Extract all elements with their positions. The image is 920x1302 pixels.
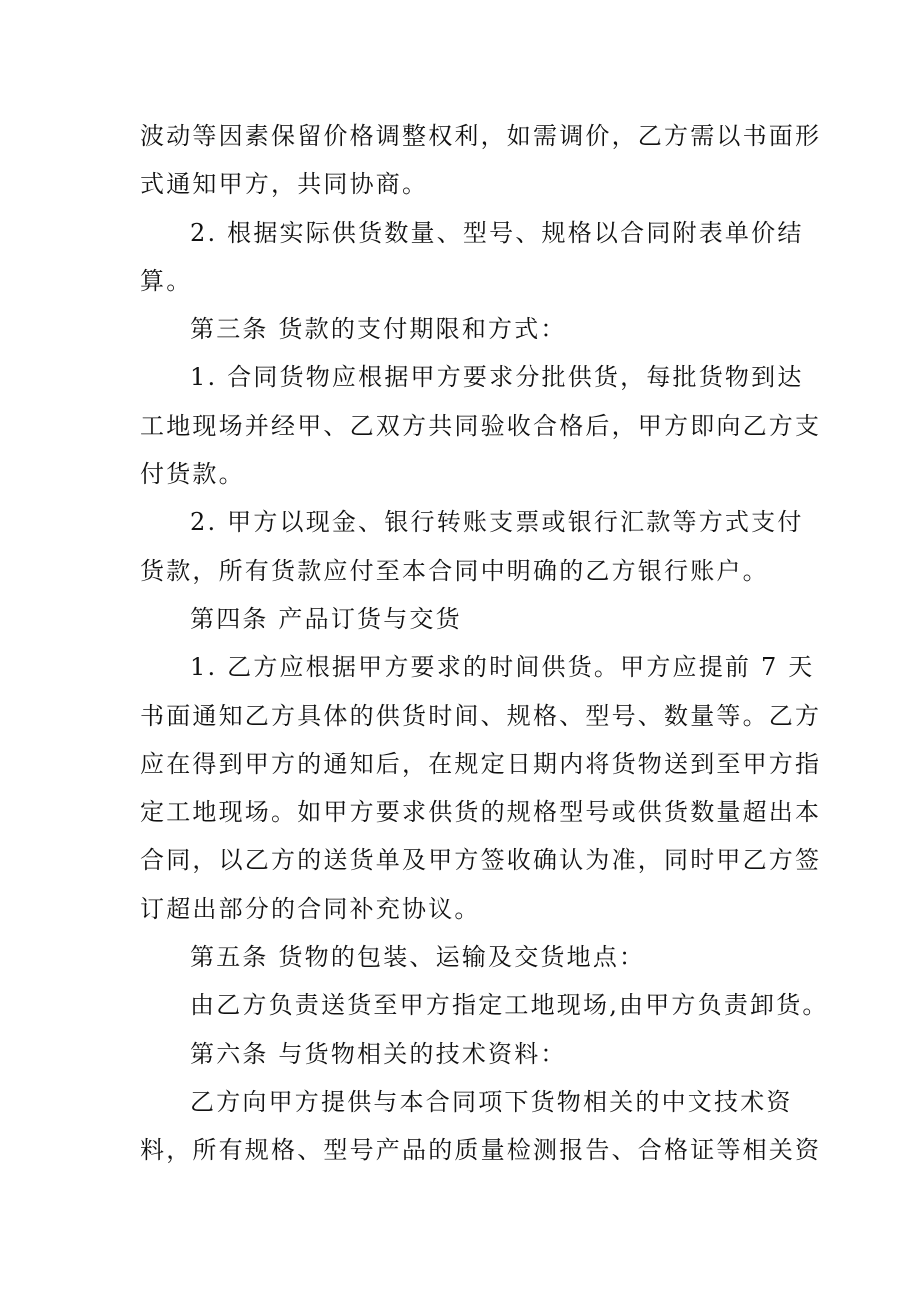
text-line: 2. 甲方以现金、银行转账支票或银行汇款等方式支付: [190, 508, 804, 537]
text-line: 1. 合同货物应根据甲方要求分批供货，每批货物到达: [190, 363, 804, 392]
paragraph-delivery-location: [140, 981, 829, 1029]
section-heading: 第五条 货物的包装、运输及交货地点：: [190, 943, 646, 972]
text-line: 1. 乙方应根据甲方要求的时间供货。甲方应提前 7 天: [190, 653, 815, 682]
text-line: 工地现场并经甲、乙双方共同验收合格后，甲方即向乙方支: [140, 411, 822, 440]
section-heading: 第六条 与货物相关的技术资料：: [190, 1039, 567, 1068]
paragraph-settlement: [140, 209, 804, 306]
text-line: 由乙方负责送货至甲方指定工地现场,由甲方负责卸货。: [190, 991, 829, 1020]
paragraph-technical-docs: [140, 1078, 822, 1175]
article-4-heading: [140, 595, 785, 643]
paragraph-price-adjustment: [140, 112, 822, 209]
paragraph-payment-batches: [140, 353, 822, 498]
text-line: 乙方向甲方提供与本合同项下货物相关的中文技术资: [190, 1087, 793, 1116]
article-3-heading: [140, 305, 785, 353]
text-line: 订超出部分的合同补充协议。: [140, 894, 481, 923]
article-5-heading: [140, 933, 785, 981]
document-body: [140, 112, 829, 1175]
text-line: 应在得到甲方的通知后，在规定日期内将货物送到至甲方指: [140, 749, 822, 778]
article-6-heading: [140, 1030, 785, 1078]
text-line: 付货款。: [140, 460, 245, 489]
section-heading: 第四条 产品订货与交货: [190, 604, 462, 633]
text-line: 合同，以乙方的送货单及甲方签收确认为准，同时甲乙方签: [140, 846, 822, 875]
text-line: 书面通知乙方具体的供货时间、规格、型号、数量等。乙方: [140, 701, 822, 730]
text-line: 货款，所有货款应付至本合同中明确的乙方银行账户。: [140, 556, 769, 585]
text-line: 定工地现场。如甲方要求供货的规格型号或供货数量超出本: [140, 798, 822, 827]
text-line: 2. 根据实际供货数量、型号、规格以合同附表单价结: [190, 218, 804, 247]
text-line: 料，所有规格、型号产品的质量检测报告、合格证等相关资: [140, 1136, 822, 1165]
text-line: 算。: [140, 266, 193, 295]
paragraph-payment-methods: [140, 498, 804, 595]
text-line: 式通知甲方，共同协商。: [140, 170, 429, 199]
paragraph-ordering-delivery: [140, 643, 822, 933]
section-heading: 第三条 货款的支付期限和方式：: [190, 315, 567, 344]
text-line: 波动等因素保留价格调整权利，如需调价，乙方需以书面形: [140, 122, 822, 150]
